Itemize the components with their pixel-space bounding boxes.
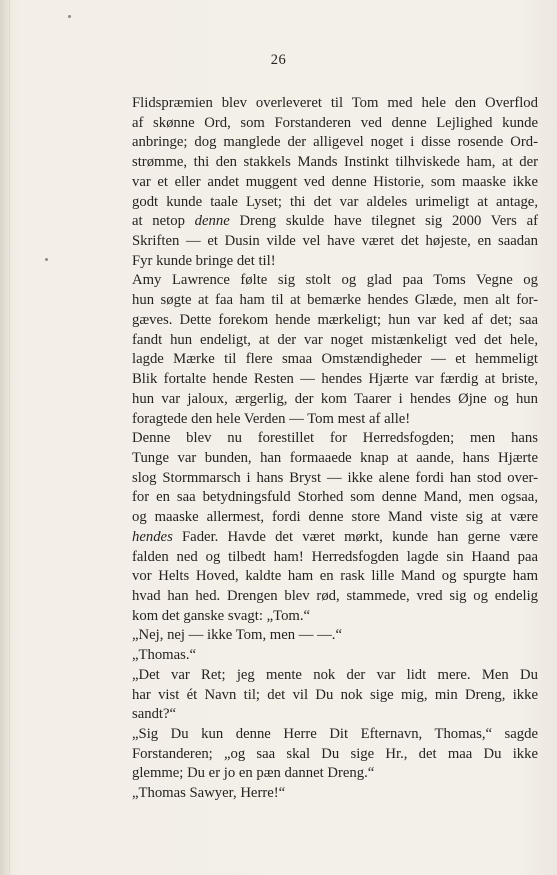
paragraph bbox=[110, 94, 538, 271]
emphasized-word: denne bbox=[194, 213, 230, 230]
text-line: Skriften — et Dusin vilde vel have været det højeste, en saadan bbox=[132, 233, 538, 250]
text-line: at netop denne Dreng skulde have tilegnet sig 2000 Vers af bbox=[132, 213, 538, 230]
body-text bbox=[110, 94, 538, 804]
text-line: Amy Lawrence følte sig stolt og glad paa Toms Vegne og bbox=[132, 272, 538, 289]
text-line: vor Helts Hoved, kaldte ham en rask lille Mand og spurgte ham bbox=[132, 568, 538, 585]
text-line: fandt hun endeligt, at der var noget mistænkeligt ved det hele, bbox=[132, 331, 538, 348]
text-line: gæves. Dette forekom hende mærkeligt; hun var ked af det; saa bbox=[132, 311, 538, 328]
text-line: Fyr kunde bringe det til! bbox=[132, 252, 276, 269]
page-number: 26 bbox=[270, 52, 287, 68]
text-line: kom det ganske svagt: „Tom.“ bbox=[132, 607, 311, 624]
paragraph bbox=[110, 666, 538, 725]
text-line: „Thomas Sawyer, Herre!“ bbox=[132, 785, 286, 802]
text-line: anbringe; dog manglede der alligevel noget i disse rosende Ord- bbox=[132, 134, 538, 151]
text-line: glemme; Du er jo en pæn dannet Dreng.“ bbox=[132, 765, 375, 782]
text-line: strømme, thi den stakkels Mands Instinkt tilhviskede ham, at der bbox=[132, 154, 538, 171]
text-line: „Det var Ret; jeg mente nok der var lidt mere. Men Du bbox=[132, 666, 538, 683]
text-line: sandt?“ bbox=[132, 706, 177, 723]
paragraph bbox=[110, 429, 538, 626]
paper-speck bbox=[68, 15, 71, 18]
text-line: har vist ét Navn til; det vil Du nok sige mig, min Dreng, ikke bbox=[132, 686, 538, 703]
paragraph bbox=[110, 271, 538, 429]
paragraph bbox=[110, 626, 538, 646]
text-line: hvad han hed. Drengen blev rød, stammede, vred sig og endelig bbox=[132, 587, 538, 604]
text-line: af skønne Ord, som Forstanderen ved denne Lejlighed kunde bbox=[132, 114, 538, 131]
text-line: hun søgte at faa ham til at bemærke hendes Glæde, men alt for- bbox=[132, 292, 538, 309]
paper-speck bbox=[45, 258, 48, 261]
text-line: Denne blev nu forestillet for Herredsfogden; men hans bbox=[132, 430, 538, 447]
text-line: hun var jaloux, ærgerlig, der kom Taarer i hendes Øjne og hun bbox=[132, 390, 538, 407]
text-line: Tunge var bunden, han formaaede knap at aande, hans Hjærte bbox=[132, 449, 538, 466]
emphasized-word: hendes bbox=[132, 528, 173, 545]
text-line: slog Stormmarsch i hans Bryst — ikke alene fordi han stod over- bbox=[132, 469, 538, 486]
text-line: og maaske allermest, fordi denne store Mand viste sig at være bbox=[132, 509, 538, 526]
text-line: falden ned og tilbedt ham! Herredsfogden lagde sin Haand paa bbox=[132, 548, 538, 565]
text-line: Forstanderen; „og saa skal Du sige Hr., det maa Du ikke bbox=[132, 745, 538, 762]
text-line: for en saa betydningsfuld Storhed som denne Mand, men ogsaa, bbox=[132, 489, 538, 506]
text-line: godt kunde taale Lyset; thi det var aldeles urimeligt at antage, bbox=[132, 193, 538, 210]
text-line: lagde Mærke til flere smaa Omstændigheder — et hemmeligt bbox=[132, 351, 538, 368]
text-line: „Sig Du kun denne Herre Dit Efternavn, Thomas,“ sagde bbox=[132, 726, 538, 742]
paragraph bbox=[110, 725, 538, 784]
page-spine-edge bbox=[0, 0, 10, 875]
paragraph bbox=[110, 646, 538, 666]
text-line: „Nej, nej — ikke Tom, men — —.“ bbox=[132, 627, 342, 644]
paragraph bbox=[110, 784, 538, 804]
text-line: „Thomas.“ bbox=[132, 647, 197, 664]
text-line: foragtede den hele Verden — Tom mest af alle! bbox=[132, 410, 411, 427]
text-line: hendes Fader. Havde det været mørkt, kunde han gerne være bbox=[132, 528, 538, 545]
text-line: Blik fortalte hende Resten — hendes Hjærte var færdig at briste, bbox=[132, 371, 538, 388]
text-line: Flidspræmien blev overleveret til Tom med hele den Overflod bbox=[132, 95, 538, 111]
text-line: var et eller andet muggent ved denne Historie, som maaske ikke bbox=[132, 173, 538, 190]
